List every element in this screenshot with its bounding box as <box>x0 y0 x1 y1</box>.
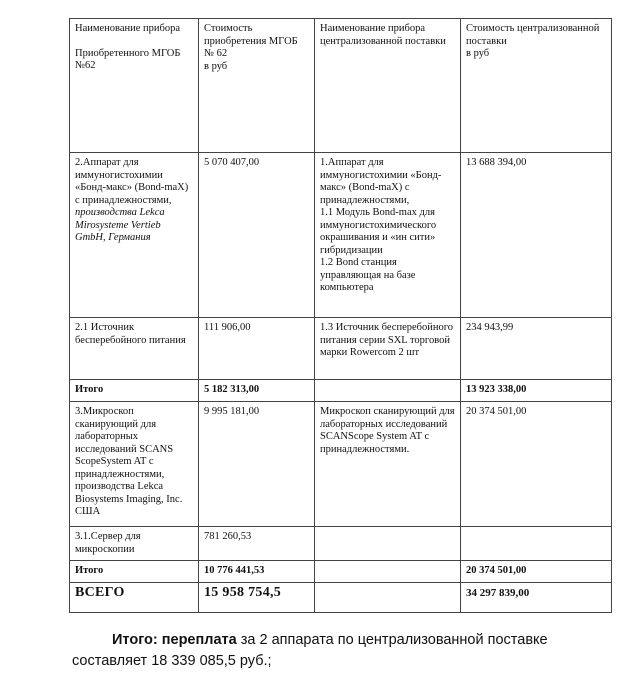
cell-device-central: 1.3 Источник бесперебойного питания серии SXL торговой марки Rowercom 2 шт <box>315 318 461 380</box>
subtotal-label: Итого <box>70 380 199 402</box>
grand-total-cost-mgob: 15 958 754,5 <box>199 583 315 613</box>
summary-bold-lead: Итого: переплата <box>112 632 237 648</box>
subtotal-cost-central: 13 923 338,00 <box>461 380 612 402</box>
cell-cost-central: 234 943,99 <box>461 318 612 380</box>
cell-device-central: 1.Аппарат для иммуногистохимии «Бонд-макс» (Bond-maX) с принадлежностями, 1.1 Модуль Bond-max для иммуногистохимического окрашивания и «ин сити» гибридизации 1.2 Bond станция управляющая на базе компьютера <box>315 153 461 318</box>
grand-total-row <box>70 583 612 613</box>
cell-cost-mgob: 111 906,00 <box>199 318 315 380</box>
header-cost-mgob: Стоимость приобретения МГОБ № 62 в руб <box>199 19 315 153</box>
grand-total-cost-central: 34 297 839,00 <box>461 583 612 613</box>
cell-device-mgob: 2.1 Источник бесперебойного питания <box>70 318 199 380</box>
cell-device-mgob: 3.Микроскоп сканирующий для лабораторных исследований SCANS ScopeSystem AT с принадлежностями, производства Lekca Biosystems Imaging, Inc. США <box>70 402 199 527</box>
header-device-name-central: Наименование прибора централизованной поставки <box>315 19 461 153</box>
grand-total-label: ВСЕГО <box>70 583 199 613</box>
empty-cell <box>315 561 461 583</box>
cell-cost-mgob: 781 260,53 <box>199 527 315 561</box>
table-header-row <box>70 19 612 153</box>
subtotal-cost-central: 20 374 501,00 <box>461 561 612 583</box>
subtotal-row <box>70 561 612 583</box>
cell-device-mgob: 2.Аппарат для иммуногистохимии «Бонд-макс» (Bond-maX) с принадлежностями, производства Lekca Mirosysteme Vertieb GmbH, Германия <box>70 153 199 318</box>
empty-cell <box>315 527 461 561</box>
cell-cost-central: 13 688 394,00 <box>461 153 612 318</box>
cell-device-central: Микроскоп сканирующий для лабораторных исследований SCANScope System AT с принадлежностями. <box>315 402 461 527</box>
table-row <box>70 527 612 561</box>
subtotal-row <box>70 380 612 402</box>
empty-cell <box>315 583 461 613</box>
cell-cost-central: 20 374 501,00 <box>461 402 612 527</box>
table-row <box>70 153 612 318</box>
subtotal-label: Итого <box>70 561 199 583</box>
subtotal-cost-mgob: 10 776 441,53 <box>199 561 315 583</box>
header-device-name-mgob: Наименование прибора Приобретенного МГОБ №62 <box>70 19 199 153</box>
cell-cost-mgob: 5 070 407,00 <box>199 153 315 318</box>
manufacturer-italic: производства Lekca Mirosysteme Vertieb GmbH, Германия <box>75 207 165 243</box>
empty-cell <box>315 380 461 402</box>
overpayment-summary <box>72 630 632 672</box>
empty-cell <box>461 527 612 561</box>
summary-line2: составляет 18 339 085,5 руб.; <box>72 653 272 669</box>
cell-device-mgob: 3.1.Сервер для микроскопии <box>70 527 199 561</box>
cell-cost-mgob: 9 995 181,00 <box>199 402 315 527</box>
summary-line1-rest: за 2 аппарата по централизованной поставке <box>236 632 548 648</box>
header-cost-central: Стоимость централизованной поставки в руб <box>461 19 612 153</box>
subtotal-cost-mgob: 5 182 313,00 <box>199 380 315 402</box>
table-row <box>70 318 612 380</box>
cost-comparison-table <box>69 18 612 613</box>
table-row <box>70 402 612 527</box>
